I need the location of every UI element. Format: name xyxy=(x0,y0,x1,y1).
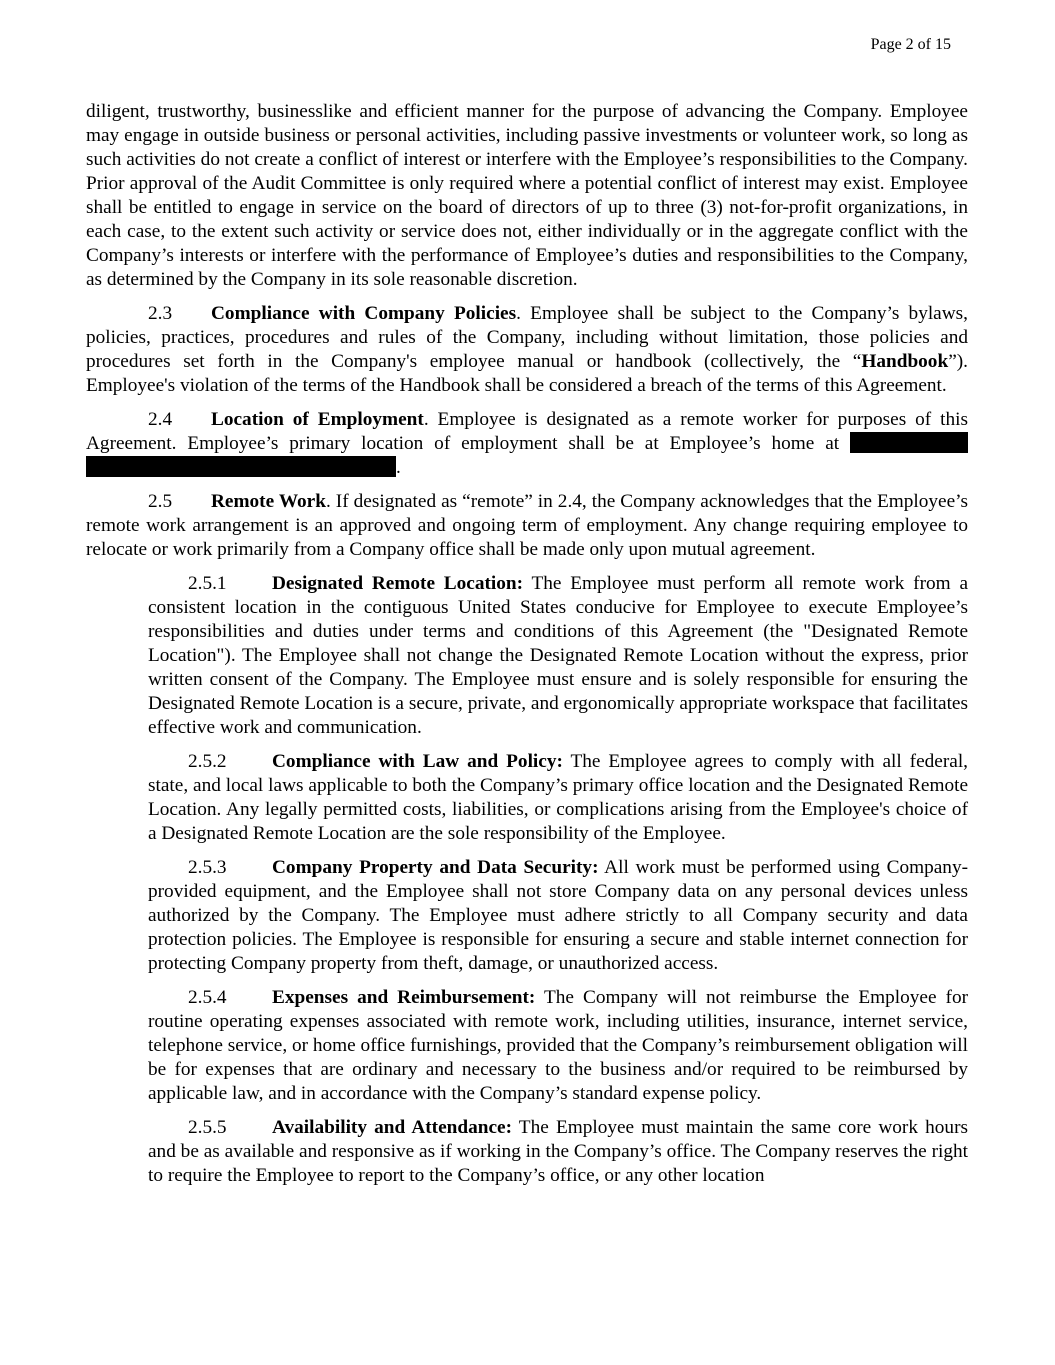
defined-term: Handbook xyxy=(861,351,949,372)
subsection-2-5-4 xyxy=(148,986,968,1106)
subsection-heading: Designated Remote Location: xyxy=(272,573,524,594)
section-heading: Location of Employment xyxy=(211,409,424,430)
section-text: ”). Employee's violation of the terms of the Handbook shall be considered a breach of the terms of this Agreement. xyxy=(86,351,968,396)
subsection-text: The Employee agrees to comply with all federal, state, and local laws applicable to both the Company’s primary office location and the Designated Remote Location. Any legally permitted costs, liabilities, or complications arising from the Employee's choice of a Designated Remote Location are the sole responsibility of the Employee. xyxy=(148,751,968,844)
section-text: . xyxy=(396,457,401,478)
section-number: 2.3 xyxy=(148,303,173,324)
section-number: 2.4 xyxy=(148,409,173,430)
subsection-number: 2.5.1 xyxy=(188,573,227,594)
subsection-number: 2.5.3 xyxy=(188,857,227,878)
subsection-number: 2.5.4 xyxy=(188,987,227,1008)
section-heading: Compliance with Company Policies xyxy=(211,303,517,324)
subsection-heading: Expenses and Reimbursement: xyxy=(272,987,536,1008)
subsection-heading: Compliance with Law and Policy: xyxy=(272,751,563,772)
subsection-text: All work must be performed using Company-provided equipment, and the Employee shall not store Company data on any personal devices unless authorized by the Company. The Employee must adhere strictly to all Company security and data protection policies. The Employee is responsible for ensuring a secure and stable internet connection for protecting Company property from theft, damage, or unauthorized access. xyxy=(148,857,969,974)
paragraph-continuation: diligent, trustworthy, businesslike and efficient manner for the purpose of advancing the Company. Employee may engage in outside business or personal activities, including passive investments or volunteer work, so long as such activities do not create a conflict of interest or interfere with the Employee’s responsibilities to the Company. Prior approval of the Audit Committee is only required where a potential conflict of interest may exist. Employee shall be entitled to engage in service on the board of directors of up to three (3) not-for-profit organizations, in each case, to the extent such activity or service does not, either individually or in the aggregate conflict with the Company’s interests or interfere with the performance of Employee’s duties and responsibilities to the Company, as determined by the Company in its sole reasonable discretion. xyxy=(86,101,968,290)
subsection-number: 2.5.2 xyxy=(188,751,227,772)
subsection-text: The Company will not reimburse the Employee for routine operating expenses associated with remote work, including utilities, insurance, internet service, telephone service, or home office furnishings, provided that the Company’s reimbursement obligation will be for expenses that are ordinary and necessary to the business and/or required to be reimbursed by applicable law, and in accordance with the Company’s standard expense policy. xyxy=(148,987,969,1104)
subsection-2-5-2 xyxy=(148,750,968,846)
section-text: . If designated as “remote” in 2.4, the Company acknowledges that the Employee’s remote work arrangement is an approved and ongoing term of employment. Any change requiring employee to relocate or work primarily from a Company office shall be made only upon mutual agreement. xyxy=(86,491,969,560)
subsection-heading: Availability and Attendance: xyxy=(272,1117,512,1138)
subsection-2-5-3 xyxy=(148,856,968,976)
section-text: . Employee shall be subject to the Company’s bylaws, policies, practices, procedures and rules of the Company, including without limitation, those policies and procedures set forth in the Company's employee manual or handbook (collectively, the “ xyxy=(86,303,968,372)
section-2-4 xyxy=(86,408,968,480)
subsection-2-5-1 xyxy=(148,572,968,740)
subsection-text: The Employee must maintain the same core work hours and be as available and responsive as if working in the Company’s office. The Company reserves the right to require the Employee to report to the Company’s office, or any other location xyxy=(148,1117,968,1186)
section-heading: Remote Work xyxy=(211,491,326,512)
subsection-heading: Company Property and Data Security: xyxy=(272,857,599,878)
redaction-box xyxy=(850,432,968,453)
document-body xyxy=(86,100,968,1198)
section-2-5 xyxy=(86,490,968,562)
section-text: . Employee is designated as a remote worker for purposes of this Agreement. Employee’s primary location of employment shall be at Employee’s home at xyxy=(86,409,968,454)
subsection-2-5-5 xyxy=(148,1116,968,1188)
section-number: 2.5 xyxy=(148,491,173,512)
subsection-number: 2.5.5 xyxy=(188,1117,227,1138)
redaction-box xyxy=(86,456,396,477)
page-number: Page 2 of 15 xyxy=(870,36,951,53)
subsection-text: The Employee must perform all remote work from a consistent location in the contiguous United States conducive for Employee to execute Employee’s responsibilities and duties under terms and conditions of this Agreement (the "Designated Remote Location"). The Employee shall not change the Designated Remote Location without the express, prior written consent of the Company. The Employee must ensure and is solely responsible for ensuring the Designated Remote Location is a secure, private, and ergonomically appropriate workspace that facilitates effective work and communication. xyxy=(148,573,969,738)
section-2-3 xyxy=(86,302,968,398)
